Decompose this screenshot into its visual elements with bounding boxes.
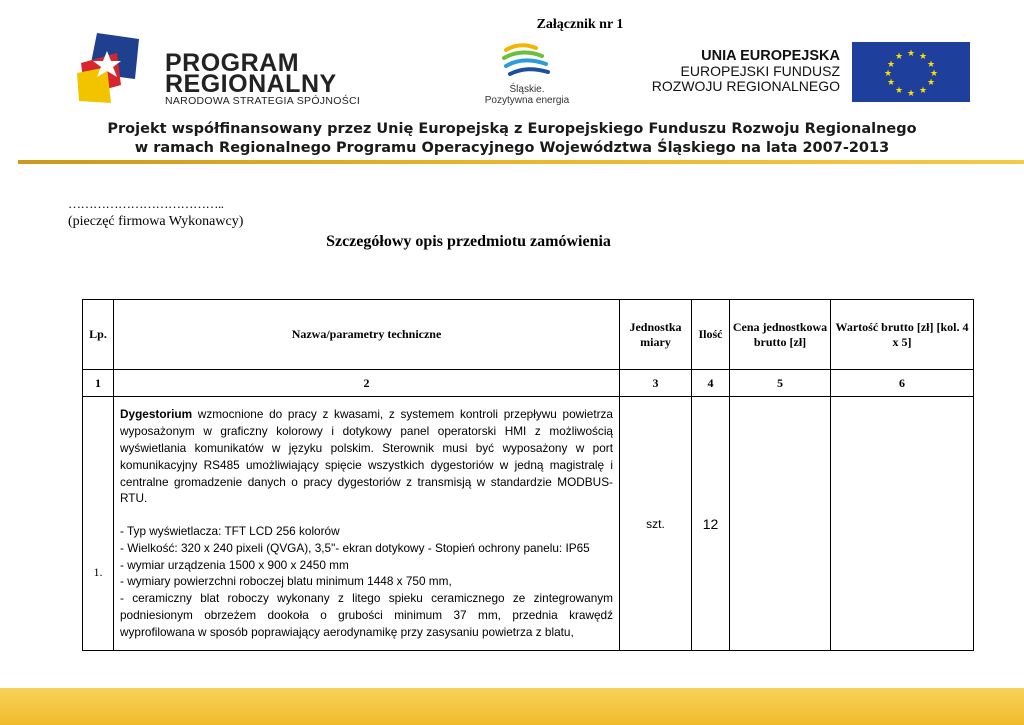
row-intro bbox=[120, 406, 613, 507]
svg-text:★: ★ bbox=[886, 78, 896, 88]
svg-text:★: ★ bbox=[894, 86, 904, 96]
row-param: - wymiar urządzenia 1500 x 900 x 2450 mm bbox=[120, 557, 349, 572]
stamp-dots: ……………………………….. bbox=[68, 196, 224, 211]
header-qty: Ilość bbox=[692, 300, 730, 370]
svg-text:★: ★ bbox=[906, 49, 916, 59]
column-number: 6 bbox=[831, 370, 974, 397]
project-info-line2: w ramach Regionalnego Programu Operacyjnego Województwa Śląskiego na lata 2007-2013 bbox=[134, 140, 890, 156]
slaskie-logo bbox=[470, 42, 580, 106]
svg-text:★: ★ bbox=[883, 69, 893, 79]
column-number-row bbox=[83, 370, 974, 397]
row-qty: 12 bbox=[692, 397, 730, 651]
row-intro-text: wzmocnione do pracy z kwasami, z systemem kontroli przepływu powietrza wyposażonym w graficzny kolorowy i dotykowy panel operatorski HMI z możliwością wyświetlania komunikatów w języku polskim. Sterownik musi być wyposażony w port komunikacyjny RS485 umożliwiający spięcie wszystkich dygestoriów w jedną magistralę i centralne gromadzenie danych o pracy dygestoriów z transmisją w standardzie MODBUS-RTU. bbox=[120, 407, 613, 506]
row-price bbox=[730, 397, 831, 651]
slaskie-logo-line1: Śląskie. bbox=[509, 84, 545, 95]
eu-flag-icon bbox=[852, 42, 970, 102]
table-row bbox=[83, 397, 974, 651]
program-logo-line2: REGIONALNY bbox=[165, 70, 337, 98]
svg-text:★: ★ bbox=[926, 78, 936, 88]
eu-logo-line2: EUROPEJSKI FUNDUSZ bbox=[680, 63, 840, 79]
row-param: - ceramiczny blat roboczy wykonany z litego spieku ceramicznego ze zintegrowanym podniesionym obrzeżem dookoła o grubości minimum 37 mm, przednia krawędź wyprofilowana w sposób poprawiający aerodynamikę przy zasysaniu powietrza z blatu, bbox=[120, 591, 613, 639]
header-name: Nazwa/parametry techniczne bbox=[114, 300, 620, 370]
row-value bbox=[831, 397, 974, 651]
row-lp: 1. bbox=[83, 397, 114, 651]
header-unit: Jednostka miary bbox=[620, 300, 692, 370]
program-regionalny-flag-icon bbox=[77, 33, 139, 103]
svg-text:★: ★ bbox=[894, 52, 904, 62]
eu-logo-text bbox=[640, 48, 840, 94]
stamp-label: (pieczęć firmowa Wykonawcy) bbox=[68, 214, 244, 229]
header-price: Cena jednostkowa brutto [zł] bbox=[730, 300, 831, 370]
row-param: - Wielkość: 320 x 240 pixeli (QVGA), 3,5"- ekran dotykowy - Stopień ochrony panelu: IP65 bbox=[120, 540, 590, 555]
eu-logo-line1: UNIA EUROPEJSKA bbox=[701, 48, 840, 64]
program-regionalny-logo bbox=[77, 33, 397, 108]
svg-text:★: ★ bbox=[929, 69, 939, 79]
document-title: Szczegółowy opis przedmiotu zamówienia bbox=[326, 233, 611, 250]
attachment-label: Załącznik nr 1 bbox=[536, 17, 624, 32]
eu-logo-line3: ROZWOJU REGIONALNEGO bbox=[651, 78, 840, 94]
row-item-name: Dygestorium bbox=[120, 407, 193, 422]
column-number: 1 bbox=[83, 370, 114, 397]
header-divider bbox=[18, 160, 1024, 164]
project-info-line1: Projekt współfinansowany przez Unię Europejską z Europejskiego Funduszu Rozwoju Regionalnego bbox=[107, 121, 917, 137]
footer-bar bbox=[0, 688, 1024, 725]
svg-text:★: ★ bbox=[906, 89, 916, 99]
row-param: - wymiary powierzchni roboczej blatu minimum 1448 x 750 mm, bbox=[120, 574, 452, 589]
header-value: Wartość brutto [zł] [kol. 4 x 5] bbox=[831, 300, 974, 370]
column-number: 5 bbox=[730, 370, 831, 397]
program-logo-line1: PROGRAM bbox=[165, 49, 300, 77]
column-number: 2 bbox=[114, 370, 620, 397]
header-lp: Lp. bbox=[83, 300, 114, 370]
slaskie-logo-line2: Pozytywna energia bbox=[484, 95, 570, 106]
slaskie-waves-icon bbox=[500, 42, 552, 82]
row-param: - Typ wyświetlacza: TFT LCD 256 kolorów bbox=[120, 524, 340, 539]
column-number: 4 bbox=[692, 370, 730, 397]
program-logo-line3: NARODOWA STRATEGIA SPÓJNOŚCI bbox=[165, 95, 361, 107]
column-number: 3 bbox=[620, 370, 692, 397]
svg-text:★: ★ bbox=[918, 86, 928, 96]
svg-text:★: ★ bbox=[918, 52, 928, 62]
svg-text:★: ★ bbox=[886, 60, 896, 70]
svg-text:★: ★ bbox=[926, 60, 936, 70]
row-description bbox=[114, 397, 620, 651]
specification-table bbox=[82, 299, 974, 651]
table-header-row bbox=[83, 300, 974, 370]
row-unit: szt. bbox=[620, 397, 692, 651]
